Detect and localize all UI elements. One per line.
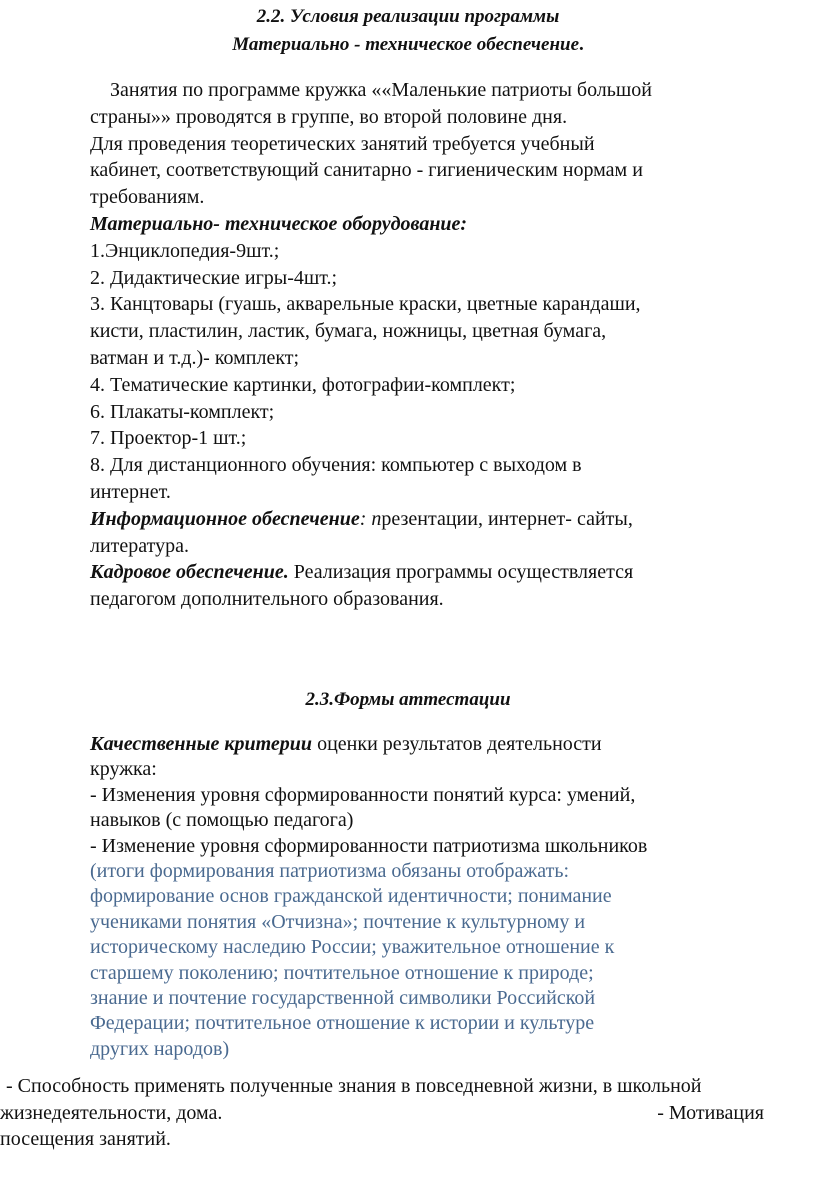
footer-line-right: - Мотивация: [657, 1101, 764, 1124]
criteria-line2: кружка:: [90, 758, 157, 781]
criteria-text: оценки результатов деятельности: [312, 733, 602, 755]
info-support-p: п: [366, 507, 382, 530]
info-support-label: Информационное обеспечение: [90, 507, 360, 530]
equipment-item: 3. Канцтовары (гуашь, акварельные краски, цветные карандаши,: [90, 293, 641, 316]
equipment-item: 8. Для дистанционного обучения: компьютер с выходом в: [90, 454, 582, 477]
criteria-note-line: других народов): [90, 1037, 230, 1060]
info-support-text: резентации, интернет- сайты,: [381, 507, 633, 530]
info-support-line2: литература.: [90, 534, 190, 557]
criteria-note-line: Федерации; почтительное отношение к истории и культуре: [90, 1012, 595, 1035]
criteria-note-line: формирование основ гражданской идентичности; понимание: [90, 885, 612, 908]
criteria-note-line: старшему поколению; почтительное отношение к природе;: [90, 961, 594, 984]
equipment-item: 6. Плакаты-комплект;: [90, 400, 275, 423]
equipment-item: интернет.: [90, 480, 171, 503]
criteria-item: - Изменение уровня сформированности патриотизма школьников: [90, 834, 648, 857]
section-heading-2-3: [0, 686, 816, 714]
footer-line: посещения занятий.: [0, 1128, 171, 1150]
intro-paragraph: [90, 77, 730, 613]
section-title: 2.3.Формы аттестации: [305, 689, 511, 710]
intro-line: Занятия по программе кружка ««Маленькие патриоты большой: [90, 79, 653, 101]
criteria-note-line: учениками понятия «Отчизна»; почтение к культурному и: [90, 910, 586, 933]
footer-paragraph: [0, 1073, 816, 1153]
equipment-heading: Материально- техническое оборудование:: [90, 212, 468, 235]
equipment-item: 2. Дидактические игры-4шт.;: [90, 266, 338, 289]
criteria-note-line: историческому наследию России; уважительное отношение к: [90, 936, 615, 959]
equipment-item: кисти, пластилин, ластик, бумага, ножницы, цветная бумага,: [90, 320, 607, 343]
staff-support-label: Кадровое обеспечение.: [90, 561, 289, 584]
info-support-line: [90, 506, 730, 533]
staff-support-line2: педагогом дополнительного образования.: [90, 588, 444, 611]
intro-line: кабинет, соответствующий санитарно - гигиеническим нормам и: [90, 159, 643, 182]
equipment-item: 1.Энциклопедия-9шт.;: [90, 239, 280, 262]
staff-support-line: [90, 559, 730, 586]
criteria-line: [90, 732, 730, 757]
section-subtitle: Материально - техническое обеспечение.: [232, 34, 584, 55]
section-heading-2-2: [0, 3, 816, 59]
intro-line: требованиям.: [90, 186, 205, 209]
criteria-paragraph: [90, 732, 730, 1062]
criteria-note-line: (итоги формирования патриотизма обязаны отображать:: [90, 860, 570, 883]
info-support-colon: :: [359, 507, 367, 530]
criteria-label: Качественные критерии: [90, 733, 313, 755]
equipment-item: 4. Тематические картинки, фотографии-комплект;: [90, 373, 516, 396]
criteria-note-line: знание и почтение государственной символики Российской: [90, 987, 596, 1010]
intro-line: страны»» проводятся в группе, во второй половине дня.: [90, 105, 568, 128]
intro-line: Для проведения теоретических занятий требуется учебный: [90, 132, 595, 155]
footer-line-left: жизнедеятельности, дома.: [0, 1101, 223, 1124]
section-title: 2.2. Условия реализации программы: [256, 6, 560, 27]
equipment-item: 7. Проектор-1 шт.;: [90, 427, 247, 450]
criteria-item: навыков (с помощью педагога): [90, 809, 354, 832]
staff-support-text: Реализация программы осуществляется: [288, 561, 634, 584]
equipment-item: ватман и т.д.)- комплект;: [90, 346, 300, 369]
criteria-item: - Изменения уровня сформированности понятий курса: умений,: [90, 783, 636, 806]
footer-line-row: [0, 1100, 764, 1127]
footer-line: - Способность применять полученные знания в повседневной жизни, в школьной: [6, 1075, 702, 1097]
